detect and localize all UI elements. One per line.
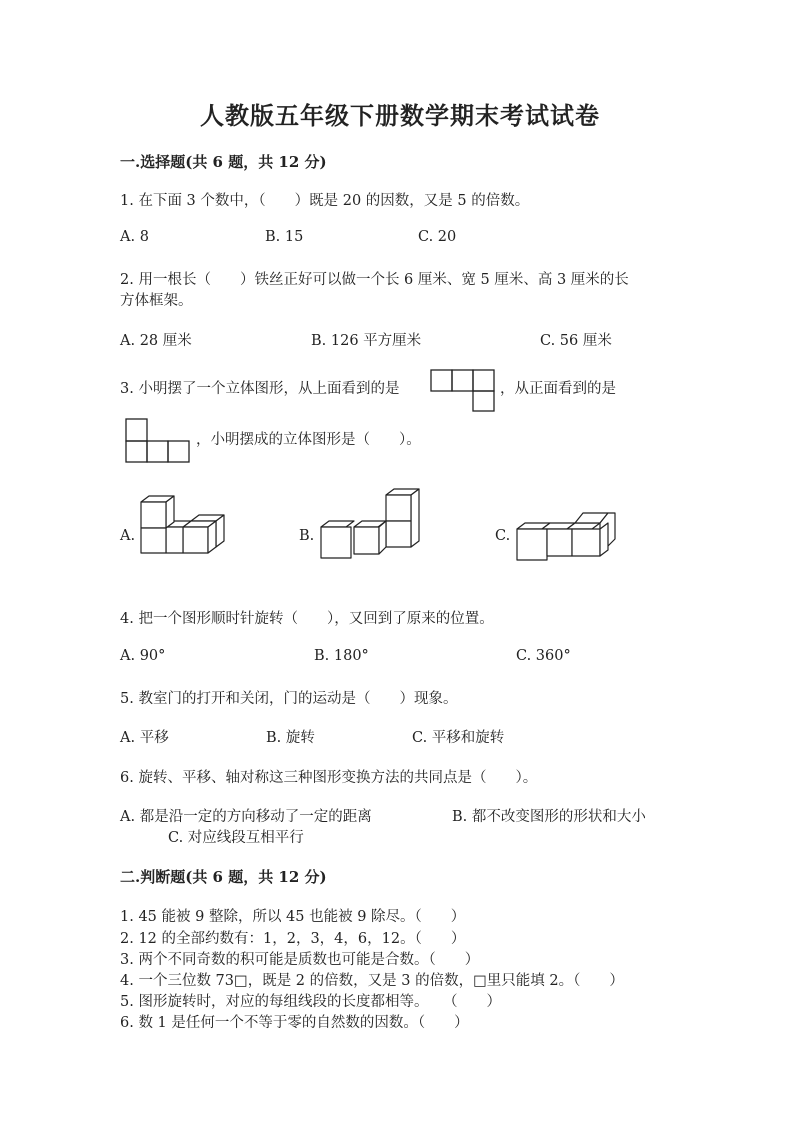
question-3-stem-part2: ，从正面看到的是 <box>500 381 616 397</box>
question-4-option-c: C. 360° <box>516 648 571 664</box>
section-judge-heading: 二.判断题(共 6 题，共 12 分) <box>120 868 327 886</box>
section-choice-heading: 一.选择题(共 6 题，共 12 分) <box>120 153 327 171</box>
question-6-option-c: C. 对应线段互相平行 <box>168 830 304 846</box>
question-5-option-c: C. 平移和旋转 <box>412 730 505 746</box>
question-2-stem-line1: 2. 用一根长（ ）铁丝正好可以做一个长 6 厘米、宽 5 厘米、高 3 厘米的长 <box>120 272 629 288</box>
question-2-option-b: B. 126 平方厘米 <box>311 333 422 349</box>
front-view-figure <box>125 418 191 464</box>
question-4-option-b: B. 180° <box>314 648 369 664</box>
question-2-option-a: A. 28 厘米 <box>120 333 192 349</box>
question-6-option-a: A. 都是沿一定的方向移动了一定的距离 <box>120 809 372 825</box>
option-c-cube-figure <box>514 510 618 566</box>
judge-item: 4. 一个三位数 73□，既是 2 的倍数，又是 3 的倍数，□里只能填 2。（ ） <box>120 973 624 989</box>
question-3-stem-part1: 3. 小明摆了一个立体图形，从上面看到的是 <box>120 381 400 397</box>
question-1-option-a: A. 8 <box>120 229 149 245</box>
judge-item: 1. 45 能被 9 整除，所以 45 也能被 9 除尽。（ ） <box>120 909 466 925</box>
question-6-stem: 6. 旋转、平移、轴对称这三种图形变换方法的共同点是（ ）。 <box>120 770 538 786</box>
question-1-stem: 1. 在下面 3 个数中，（ ）既是 20 的因数，又是 5 的倍数。 <box>120 193 530 209</box>
judge-item: 6. 数 1 是任何一个不等于零的自然数的因数。（ ） <box>120 1015 469 1031</box>
question-1-option-c: C. 20 <box>418 229 457 245</box>
top-view-figure <box>430 369 496 413</box>
option-b-cube-figure <box>318 486 422 564</box>
question-3-option-c: C. <box>495 528 511 544</box>
question-3-option-b: B. <box>299 528 315 544</box>
question-4-option-a: A. 90° <box>120 648 166 664</box>
question-1-option-b: B. 15 <box>265 229 304 245</box>
judge-item: 2. 12 的全部约数有：1，2，3，4，6，12。（ ） <box>120 931 466 947</box>
question-2-option-c: C. 56 厘米 <box>540 333 612 349</box>
question-6-option-b: B. 都不改变图形的形状和大小 <box>452 809 646 825</box>
question-5-stem: 5. 教室门的打开和关闭，门的运动是（ ）现象。 <box>120 691 458 707</box>
question-2-stem-line2: 方体框架。 <box>120 293 193 309</box>
question-3-stem-part3: ，小明摆成的立体图形是（ ）。 <box>196 432 421 448</box>
page-title: 人教版五年级下册数学期末考试试卷 <box>200 101 600 130</box>
judge-item: 5. 图形旋转时，对应的每组线段的长度都相等。 （ ） <box>120 994 501 1010</box>
question-5-option-b: B. 旋转 <box>266 730 315 746</box>
question-3-option-a: A. <box>120 528 136 544</box>
question-4-stem: 4. 把一个图形顺时针旋转（ ），又回到了原来的位置。 <box>120 611 494 627</box>
question-5-option-a: A. 平移 <box>120 730 169 746</box>
judge-item: 3. 两个不同奇数的积可能是质数也可能是合数。（ ） <box>120 952 480 968</box>
option-a-cube-figure <box>138 494 228 556</box>
